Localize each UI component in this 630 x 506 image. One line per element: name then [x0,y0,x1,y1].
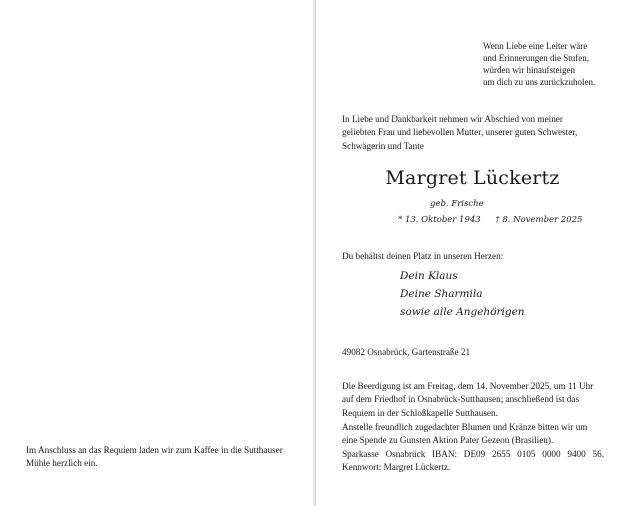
burial-line: Requiem in der Schloßkapelle Sutthausen. [342,407,498,418]
poem-line: um dich zu uns zurückzuholen. [483,77,596,87]
poem [483,40,623,88]
donation-line: Anstelle freundlich zugedachter Blumen und Kränze bitten wir um [342,422,588,432]
mourners-list [400,267,525,321]
burial-line: Die Beerdigung ist am Freitag, dem 14. November 2025, um 11 Uhr [342,381,594,391]
mourner: sowie alle Angehörigen [400,306,525,318]
intro-line: geliebten Frau und liebevollen Mutter, unserer guten Schwester, [342,127,578,138]
address: 49082 Osnabrück, Gartenstraße 21 [342,347,471,357]
intro-line: In Liebe und Dankbarkeit nehmen wir Abschied von meiner [342,114,563,124]
coffee-line: Mühle herzlich ein. [26,458,98,469]
intro-line: Schwägerin und Tante [342,140,424,151]
deceased-name: Margret Lückertz [385,167,560,189]
mourner: Deine Sharmila [400,288,483,300]
coffee-line: Im Anschluss an das Requiem laden wir zum Kaffee in die Sutthauser [26,445,283,455]
burial-notice [342,380,604,420]
donation-line: Sparkasse Osnabrück IBAN: DE09 2655 0105 0000 9400 56. [342,448,604,459]
intro-text [342,113,612,153]
heart-line: Du behältst deinen Platz in unseren Herzen: [342,251,504,261]
death-date: † 8. November 2025 [495,215,583,225]
poem-line: und Erinnerungen die Stufen, [483,53,589,63]
burial-line: auf dem Friedhof in Osnabrück-Sutthausen; anschließend ist das [342,394,580,405]
poem-line: würden wir hinaufsteigen [483,65,575,75]
mourner: Dein Klaus [400,270,458,282]
poem-line: Wenn Liebe eine Leiter wäre [483,41,588,51]
birth-date: * 13. Oktober 1943 [398,215,481,225]
maiden-name: geb. Frische [430,199,484,209]
left-page [0,0,314,506]
donation-line: eine Spende zu Gunsten Aktion Pater Gezeon (Brasilien). [342,435,554,446]
donation-notice [342,421,604,474]
life-dates [398,215,595,225]
donation-line: Kennwort: Margret Lückertz. [342,461,451,472]
coffee-invitation [26,444,296,471]
